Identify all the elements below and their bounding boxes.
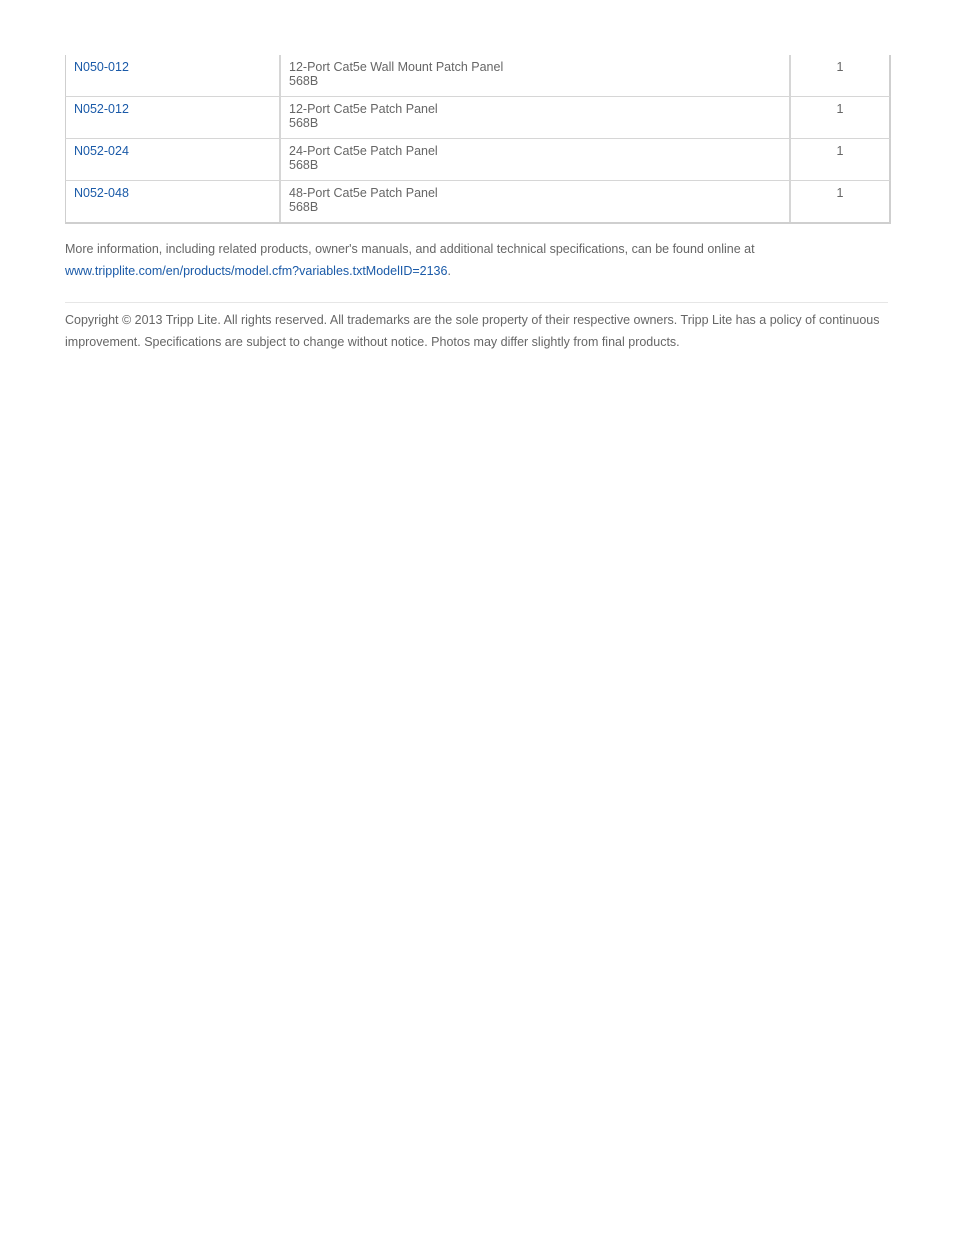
footer-divider xyxy=(65,302,888,303)
description-cell xyxy=(281,55,791,97)
description-cell xyxy=(281,97,791,139)
table-row xyxy=(65,97,891,139)
table-row xyxy=(65,181,891,222)
table-row xyxy=(65,55,891,97)
model-cell xyxy=(65,55,281,97)
product-subtext: 568B xyxy=(289,74,319,88)
model-cell xyxy=(65,181,281,222)
description-cell xyxy=(281,139,791,181)
document-page xyxy=(65,55,888,353)
more-info-text: More information, including related products, owner's manuals, and additional technical specifications, can be found online at xyxy=(65,242,755,256)
product-description: 24-Port Cat5e Patch Panel xyxy=(289,144,438,158)
table-row xyxy=(65,139,891,181)
more-info-paragraph xyxy=(65,238,888,282)
model-cell xyxy=(65,139,281,181)
quantity-cell: 1 xyxy=(791,55,891,97)
model-link[interactable]: N050-012 xyxy=(74,60,129,74)
model-link[interactable]: N052-048 xyxy=(74,186,129,200)
product-subtext: 568B xyxy=(289,116,319,130)
product-description: 12-Port Cat5e Patch Panel xyxy=(289,102,438,116)
model-link[interactable]: N052-012 xyxy=(74,102,129,116)
more-info-suffix: . xyxy=(447,264,451,278)
product-page-link[interactable]: www.tripplite.com/en/products/model.cfm?variables.txtModelID=2136 xyxy=(65,264,448,278)
copyright-notice: Copyright © 2013 Tripp Lite. All rights reserved. All trademarks are the sole property of their respective owners. Tripp Lite has a policy of continuous improvement. Specifications are subject to change without notice. Photos may differ slightly from final products. xyxy=(65,313,880,349)
quantity-cell: 1 xyxy=(791,139,891,181)
products-table xyxy=(65,55,891,224)
model-link[interactable]: N052-024 xyxy=(74,144,129,158)
product-subtext: 568B xyxy=(289,158,319,172)
product-description: 48-Port Cat5e Patch Panel xyxy=(289,186,438,200)
quantity-cell: 1 xyxy=(791,181,891,222)
product-description: 12-Port Cat5e Wall Mount Patch Panel xyxy=(289,60,504,74)
quantity-cell: 1 xyxy=(791,97,891,139)
model-cell xyxy=(65,97,281,139)
product-subtext: 568B xyxy=(289,200,319,214)
description-cell xyxy=(281,181,791,222)
